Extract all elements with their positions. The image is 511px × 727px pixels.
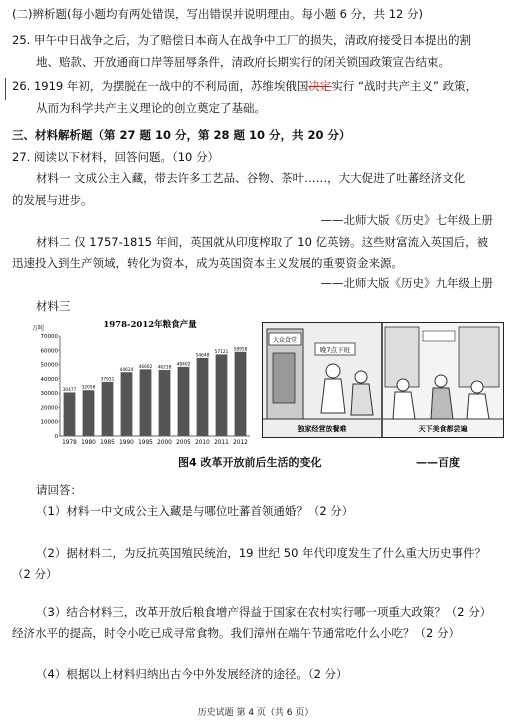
material2-line2: 迅速投入到生产领域，转化为资本，成为英国资本主义发展的重要资金来源。 (12, 256, 403, 270)
bar-value-label: 30477 (62, 387, 77, 393)
x-tick-label: 2010 (195, 440, 210, 446)
y-tick-label: 50000 (40, 362, 58, 369)
margin-mark (5, 78, 6, 100)
bar-1995 (140, 369, 152, 436)
material1-line2: 的发展与进步。 (12, 193, 93, 207)
bar-2010 (197, 358, 209, 436)
y-tick-label: 70000 (40, 334, 58, 340)
question-2-line1: （2）据材料二，为反抗英国殖民统治，19 世纪 50 年代印度发生了什么重大历史事件？ (36, 546, 487, 560)
bar-value-label: 37911 (100, 377, 115, 383)
x-tick-label: 2011 (214, 440, 229, 446)
bar-2011 (216, 354, 228, 436)
cartoon-frame (262, 322, 504, 438)
material3-label: 材料三 (36, 299, 71, 313)
bar-value-label: 57121 (214, 349, 229, 355)
section2-title: (二)辨析题(每小题均有两处错误，写出错误并说明理由。每小题 6 分，共 12 分) (12, 7, 424, 21)
material1-source: ——北师大版《历史》七年级上册 (320, 213, 493, 227)
bar-1980 (83, 390, 95, 436)
bar-1990 (121, 372, 133, 436)
y-tick-label: 20000 (40, 405, 58, 412)
x-tick-label: 1980 (81, 440, 96, 446)
figure-caption: 图4 改革开放前后生活的变化 (178, 456, 322, 469)
x-tick-label: 2005 (176, 440, 191, 446)
grain-output-chart (30, 318, 252, 452)
bar-value-label: 48402 (176, 362, 191, 368)
x-tick-label: 2000 (157, 440, 172, 446)
chart-ylabel: 万吨 (32, 325, 45, 332)
q26-line1 (12, 78, 477, 94)
q26-text-a: 26. 1919 年初，为摆脱在一战中的不利局面，苏维埃俄国 (12, 79, 309, 93)
page-footer: 历史试题 第 4 页（共 6 页） (197, 708, 314, 718)
y-tick-label: 30000 (40, 391, 58, 398)
panel1-label: 独家经营放餐难 (297, 425, 347, 433)
y-tick-label: 0 (54, 434, 58, 440)
material1-line1: 材料一 文成公主入藏，带去许多工艺品、谷物、茶叶……，大大促进了吐蕃经济文化 (36, 171, 466, 185)
figure-source: ——百度 (416, 456, 460, 469)
x-tick-label: 1990 (119, 440, 134, 446)
q25-line1: 25. 甲午中日战争之后，为了赔偿日本商人在战争中工厂的损失，清政府接受日本提出的割 (12, 33, 471, 47)
bar-value-label: 58958 (233, 347, 248, 353)
x-tick-label: 2012 (233, 440, 248, 446)
question-3-line1: （3）结合材料三，改革开放后粮食增产得益于国家在农村实行哪一项重大政策？（2 分） (36, 605, 492, 619)
x-tick-label: 1995 (138, 440, 153, 446)
bar-value-label: 46662 (138, 364, 153, 370)
question-1: （1）材料一中文成公主入藏是与哪位吐蕃首领通婚？（2 分） (36, 504, 354, 518)
y-tick-label: 60000 (40, 348, 58, 355)
shop-sign: 大众食堂 (272, 337, 298, 344)
section3-title: 三、材料解析题（第 27 题 10 分，第 28 题 10 分，共 20 分） (12, 128, 351, 142)
q27-title: 27. 阅读以下材料，回答问题。（10 分） (12, 150, 219, 164)
bar-value-label: 54648 (195, 353, 210, 359)
bar-value-label: 32056 (81, 385, 96, 391)
bar-1978 (64, 392, 76, 436)
question-2-line2: （2 分） (12, 567, 58, 581)
bar-2012 (235, 352, 247, 436)
q26-text-b: 实行 “战时共产主义” 政策， (331, 79, 478, 93)
bar-value-label: 44624 (119, 367, 134, 373)
material2-line1: 材料二 仅 1757-1815 年间，英国就从印度榨取了 10 亿英镑。这些财富流入英国后，被 (36, 235, 489, 249)
bar-1985 (102, 382, 114, 436)
x-tick-label: 1985 (100, 440, 115, 446)
q26-line2: 从而为科学共产主义理论的创立奠定了基础。 (36, 101, 266, 115)
questions-prompt: 请回答： (36, 483, 82, 497)
question-3-line2: 经济水平的提高，时令小吃已成寻常食物。我们漳州在端午节通常吃什么小吃？（2 分） (12, 626, 460, 640)
q25-line2: 地、赔款、开放通商口岸等屈辱条件，清政府长期实行的闭关锁国政策宣告结束。 (36, 55, 450, 69)
q26-strikethrough: 决定 (308, 79, 332, 93)
bar-2005 (178, 367, 190, 436)
y-tick-label: 10000 (40, 419, 58, 426)
material2-source: ——北师大版《历史》九年级上册 (320, 276, 493, 290)
panel2-label: 天下美食都尝遍 (418, 425, 468, 433)
bar-value-label: 46218 (157, 365, 172, 371)
bar-2000 (159, 370, 171, 436)
chart-title: 1978-2012年粮食产量 (103, 320, 197, 330)
closing-time-sign: 晚7点下班 (319, 346, 351, 354)
question-4: （4）根据以上材料归纳出古今中外发展经济的途径。（2 分） (36, 667, 348, 681)
x-tick-label: 1978 (62, 440, 77, 446)
y-tick-label: 40000 (40, 376, 58, 383)
cartoon-illustration (263, 323, 503, 437)
